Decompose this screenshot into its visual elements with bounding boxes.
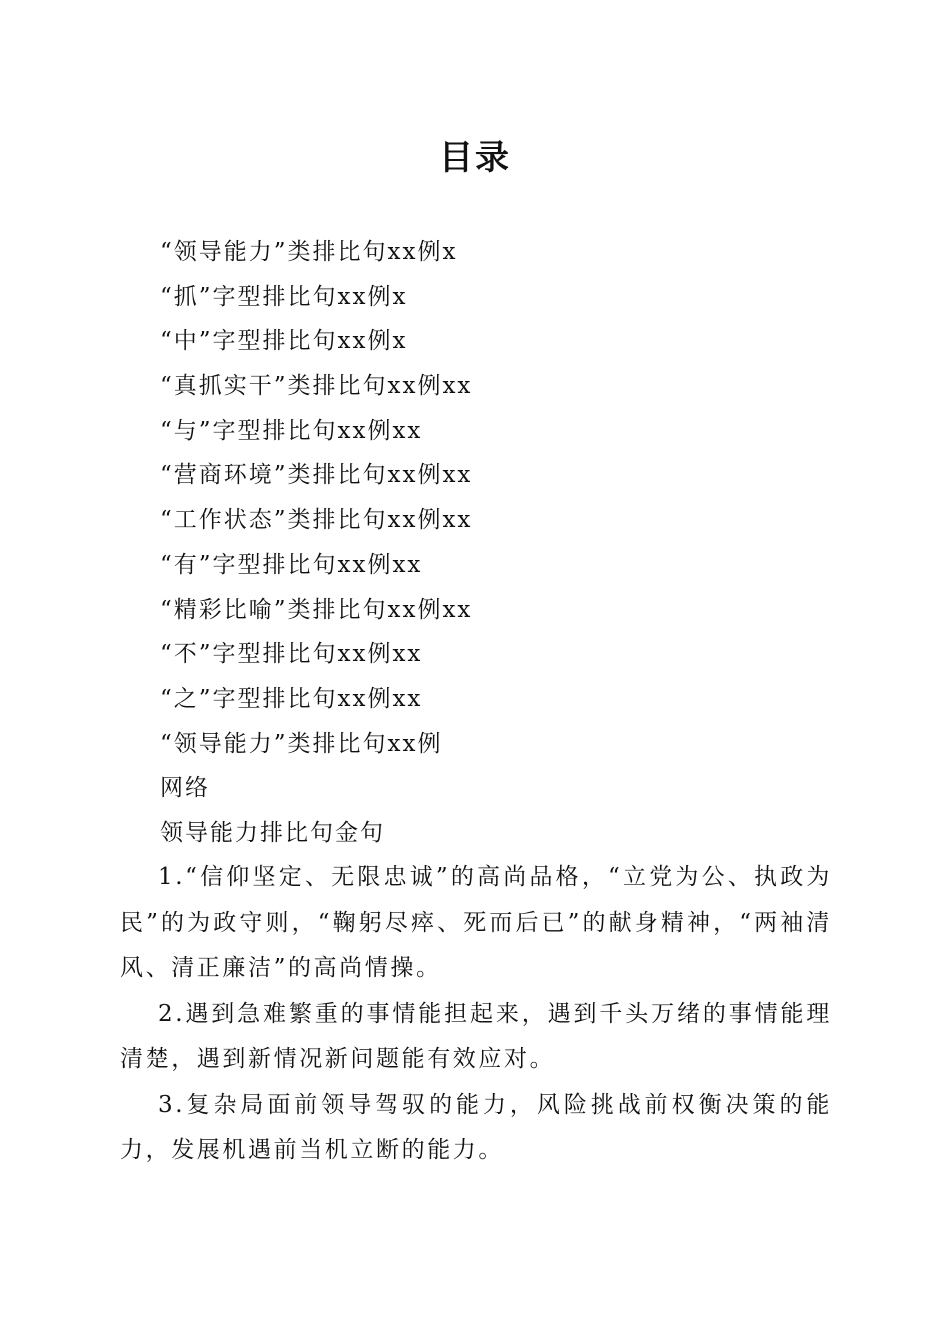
toc-item: “精彩比喻”类排比句xx例xx [160,596,473,623]
toc-item: “营商环境”类排比句xx例xx [160,462,473,489]
table-of-contents [160,230,860,766]
toc-item: “有”字型排比句xx例xx [160,551,423,578]
toc-item: “真抓实干”类排比句xx例xx [160,373,473,400]
document-title: 目录 [439,138,511,178]
paragraph: 1.“信仰坚定、无限忠诚”的高尚品格，“立党为公、执政为民”的为政守则，“鞠躬尽瘁、死而后已”的献身精神，“两袖清风、清正廉洁”的高尚情操。 [120,864,832,981]
toc-item: “抓”字型排比句xx例x [160,283,408,310]
toc-item: “不”字型排比句xx例xx [160,641,423,668]
toc-item: “领导能力”类排比句xx例 [160,730,443,757]
paragraph: 3.复杂局面前领导驾驭的能力，风险挑战前权衡决策的能力，发展机遇前当机立断的能力。 [120,1091,832,1163]
toc-item: “领导能力”类排比句xx例x [160,239,458,265]
paragraph: 2.遇到急难繁重的事情能担起来，遇到千头万绪的事情能理清楚，遇到新情况新问题能有效应对。 [120,1000,832,1072]
body-text [120,855,832,1174]
toc-item: “与”字型排比句xx例xx [160,417,423,444]
toc-item: “中”字型排比句xx例x [160,328,408,355]
section-heading: 领导能力排比句金句 [160,820,385,846]
network-label: 网络 [160,775,210,801]
toc-item: “之”字型排比句xx例xx [160,685,423,712]
toc-item: “工作状态”类排比句xx例xx [160,507,473,534]
